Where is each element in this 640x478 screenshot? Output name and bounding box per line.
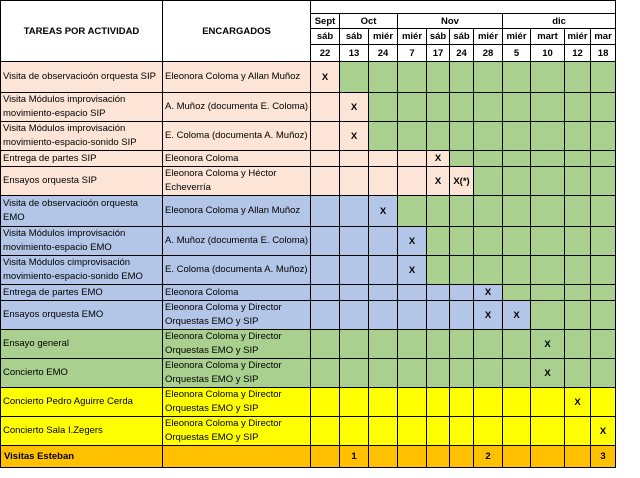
date-number: 28 xyxy=(474,45,503,62)
schedule-mark xyxy=(503,227,531,256)
schedule-mark xyxy=(474,151,503,167)
weekday-label: mart xyxy=(531,29,565,45)
schedule-mark xyxy=(398,196,427,227)
schedule-mark xyxy=(591,359,616,388)
schedule-mark: X xyxy=(591,417,616,446)
responsible-name: A. Muñoz (documenta E. Coloma) xyxy=(163,227,311,256)
visit-number xyxy=(503,446,531,468)
schedule-mark xyxy=(450,62,474,93)
schedule-mark xyxy=(450,227,474,256)
visit-number xyxy=(398,446,427,468)
schedule-mark xyxy=(531,417,565,446)
schedule-mark xyxy=(427,301,450,330)
task-row xyxy=(1,122,640,151)
footer-blank xyxy=(163,446,311,468)
schedule-mark xyxy=(450,388,474,417)
schedule-mark xyxy=(427,285,450,301)
schedule-mark xyxy=(311,417,340,446)
schedule-mark xyxy=(503,256,531,285)
schedule-mark xyxy=(565,93,591,122)
schedule-mark xyxy=(340,301,369,330)
responsible-name: E. Coloma (documenta A. Muñoz) xyxy=(163,122,311,151)
month-label: Nov xyxy=(398,14,503,29)
task-row xyxy=(1,151,640,167)
visit-number xyxy=(311,446,340,468)
schedule-mark xyxy=(369,301,398,330)
schedule-mark xyxy=(311,196,340,227)
schedule-mark xyxy=(311,285,340,301)
responsible-name: Eleonora Coloma y Director Orquestas EMO y SIP xyxy=(163,301,311,330)
schedule-mark xyxy=(398,417,427,446)
schedule-mark xyxy=(450,196,474,227)
schedule-mark xyxy=(340,256,369,285)
schedule-mark xyxy=(531,227,565,256)
schedule-mark xyxy=(565,330,591,359)
task-name: Ensayos orquesta SIP xyxy=(1,167,163,196)
schedule-mark xyxy=(398,359,427,388)
responsible-column-header: ENCARGADOS xyxy=(163,1,311,62)
schedule-mark xyxy=(427,256,450,285)
schedule-mark xyxy=(503,417,531,446)
schedule-mark xyxy=(311,167,340,196)
schedule-mark xyxy=(369,227,398,256)
schedule-mark: X xyxy=(531,330,565,359)
task-row xyxy=(1,285,640,301)
task-row xyxy=(1,417,640,446)
schedule-mark xyxy=(311,122,340,151)
schedule-mark xyxy=(474,196,503,227)
schedule-mark: X xyxy=(398,256,427,285)
schedule-mark xyxy=(531,93,565,122)
schedule-mark xyxy=(591,196,616,227)
schedule-mark xyxy=(398,330,427,359)
responsible-name: Eleonora Coloma xyxy=(163,151,311,167)
schedule-mark xyxy=(369,62,398,93)
schedule-mark xyxy=(340,388,369,417)
schedule-mark xyxy=(369,122,398,151)
schedule-mark xyxy=(474,93,503,122)
task-name: Entrega de partes SIP xyxy=(1,151,163,167)
task-row xyxy=(1,330,640,359)
date-number: 17 xyxy=(427,45,450,62)
schedule-mark xyxy=(503,196,531,227)
schedule-mark xyxy=(340,151,369,167)
schedule-mark xyxy=(369,359,398,388)
task-row xyxy=(1,167,640,196)
schedule-mark xyxy=(503,285,531,301)
schedule-mark xyxy=(369,330,398,359)
schedule-mark xyxy=(450,93,474,122)
task-row xyxy=(1,196,640,227)
task-name: Ensayo general xyxy=(1,330,163,359)
schedule-mark xyxy=(340,417,369,446)
schedule-mark: X xyxy=(503,301,531,330)
schedule-mark xyxy=(450,359,474,388)
task-row xyxy=(1,227,640,256)
schedule-mark xyxy=(450,301,474,330)
schedule-mark xyxy=(591,388,616,417)
visit-number: 3 xyxy=(591,446,616,468)
responsible-name: Eleonora Coloma y Allan Muñoz xyxy=(163,196,311,227)
task-row xyxy=(1,359,640,388)
responsible-name: Eleonora Coloma y Director Orquestas EMO y SIP xyxy=(163,330,311,359)
header-row-top xyxy=(1,1,640,14)
month-label: dic xyxy=(503,14,616,29)
schedule-mark xyxy=(340,285,369,301)
task-name: Concierto Pedro Aguirre Cerda xyxy=(1,388,163,417)
weekday-label: mar xyxy=(591,29,616,45)
schedule-mark xyxy=(311,227,340,256)
schedule-mark xyxy=(398,93,427,122)
schedule-mark xyxy=(340,359,369,388)
schedule-mark xyxy=(398,151,427,167)
schedule-mark xyxy=(450,122,474,151)
date-number: 24 xyxy=(450,45,474,62)
date-number: 18 xyxy=(591,45,616,62)
task-row xyxy=(1,388,640,417)
visit-number: 2 xyxy=(474,446,503,468)
task-name: Visita Módulos improvisación movimiento-espacio EMO xyxy=(1,227,163,256)
date-number: 7 xyxy=(398,45,427,62)
schedule-mark xyxy=(565,417,591,446)
schedule-mark xyxy=(450,256,474,285)
schedule-mark xyxy=(565,256,591,285)
weekday-label: sáb xyxy=(340,29,369,45)
task-name: Visita de observacioón orquesta SIP xyxy=(1,62,163,93)
schedule-mark: X xyxy=(340,122,369,151)
schedule-mark: X xyxy=(531,359,565,388)
visit-number: 1 xyxy=(340,446,369,468)
task-row xyxy=(1,62,640,93)
schedule-mark xyxy=(565,196,591,227)
schedule-mark xyxy=(369,388,398,417)
schedule-mark xyxy=(474,62,503,93)
schedule-mark xyxy=(450,417,474,446)
task-name: Visita de observacioón orquesta EMO xyxy=(1,196,163,227)
schedule-mark xyxy=(503,151,531,167)
schedule-mark: X xyxy=(427,151,450,167)
responsible-name: A. Muñoz (documenta E. Coloma) xyxy=(163,93,311,122)
schedule-mark xyxy=(369,417,398,446)
schedule-mark xyxy=(427,122,450,151)
schedule-mark xyxy=(474,359,503,388)
schedule-mark xyxy=(591,227,616,256)
schedule-mark xyxy=(474,417,503,446)
schedule-mark xyxy=(591,62,616,93)
schedule-mark xyxy=(340,196,369,227)
responsible-name: Eleonora Coloma xyxy=(163,285,311,301)
schedule-mark xyxy=(531,122,565,151)
schedule-mark xyxy=(398,122,427,151)
task-name: Visita Módulos cimprovisación movimiento-espacio-sonido EMO xyxy=(1,256,163,285)
schedule-mark xyxy=(503,167,531,196)
schedule-mark xyxy=(565,359,591,388)
schedule-mark: X xyxy=(398,227,427,256)
weekday-label: miér xyxy=(369,29,398,45)
schedule-mark xyxy=(427,417,450,446)
schedule-mark xyxy=(474,256,503,285)
schedule-mark xyxy=(474,330,503,359)
task-row xyxy=(1,93,640,122)
schedule-mark xyxy=(565,227,591,256)
task-name: Concierto EMO xyxy=(1,359,163,388)
footer-row xyxy=(1,446,640,468)
schedule-mark xyxy=(427,227,450,256)
responsible-name: Eleonora Coloma y Director Orquestas EMO y SIP xyxy=(163,388,311,417)
schedule-mark xyxy=(369,93,398,122)
visits-label: Visitas Esteban xyxy=(1,446,163,468)
schedule-mark xyxy=(311,330,340,359)
schedule-mark xyxy=(474,122,503,151)
date-number: 13 xyxy=(340,45,369,62)
schedule-mark xyxy=(531,388,565,417)
schedule-mark xyxy=(398,167,427,196)
task-row xyxy=(1,301,640,330)
schedule-mark xyxy=(311,93,340,122)
schedule-mark xyxy=(427,62,450,93)
schedule-mark: X xyxy=(369,196,398,227)
visit-number xyxy=(369,446,398,468)
date-number: 5 xyxy=(503,45,531,62)
schedule-mark xyxy=(450,330,474,359)
schedule-mark xyxy=(503,62,531,93)
header-top-blank xyxy=(311,1,616,14)
weekday-label: miér xyxy=(565,29,591,45)
task-name: Concierto Sala I.Zegers xyxy=(1,417,163,446)
date-number: 10 xyxy=(531,45,565,62)
task-column-header: TAREAS POR ACTIVIDAD xyxy=(1,1,163,62)
schedule-mark: X xyxy=(340,93,369,122)
task-row xyxy=(1,256,640,285)
visit-number xyxy=(450,446,474,468)
schedule-mark xyxy=(427,93,450,122)
schedule-mark xyxy=(474,167,503,196)
schedule-mark xyxy=(398,388,427,417)
task-name: Ensayos orquesta EMO xyxy=(1,301,163,330)
schedule-mark: X(*) xyxy=(450,167,474,196)
date-number: 12 xyxy=(565,45,591,62)
schedule-mark xyxy=(369,285,398,301)
responsible-name: E. Coloma (documenta A. Muñoz) xyxy=(163,256,311,285)
responsible-name: Eleonora Coloma y Director Orquestas EMO y SIP xyxy=(163,359,311,388)
schedule-mark xyxy=(427,388,450,417)
schedule-mark: X xyxy=(311,62,340,93)
schedule-mark xyxy=(503,122,531,151)
schedule-mark xyxy=(503,93,531,122)
weekday-label: miér xyxy=(398,29,427,45)
schedule-mark xyxy=(369,256,398,285)
schedule-mark xyxy=(369,151,398,167)
schedule-mark xyxy=(565,151,591,167)
responsible-name: Eleonora Coloma y Héctor Echeverría xyxy=(163,167,311,196)
schedule-mark xyxy=(340,62,369,93)
weekday-label: sáb xyxy=(311,29,340,45)
schedule-mark xyxy=(474,227,503,256)
schedule-mark xyxy=(531,256,565,285)
date-number: 24 xyxy=(369,45,398,62)
schedule-mark: X xyxy=(474,285,503,301)
schedule-mark xyxy=(591,256,616,285)
weekday-label: miér xyxy=(503,29,531,45)
weekday-label: sáb xyxy=(427,29,450,45)
schedule-mark xyxy=(591,93,616,122)
schedule-mark xyxy=(591,122,616,151)
schedule-mark xyxy=(565,62,591,93)
schedule-mark xyxy=(427,359,450,388)
schedule-mark xyxy=(503,388,531,417)
schedule-mark: X xyxy=(565,388,591,417)
visit-number xyxy=(427,446,450,468)
schedule-mark xyxy=(503,359,531,388)
date-number: 22 xyxy=(311,45,340,62)
schedule-mark xyxy=(565,285,591,301)
schedule-mark xyxy=(531,167,565,196)
schedule-mark xyxy=(311,256,340,285)
responsible-name: Eleonora Coloma y Allan Muñoz xyxy=(163,62,311,93)
schedule-mark xyxy=(427,330,450,359)
schedule-mark: X xyxy=(427,167,450,196)
schedule-mark xyxy=(503,330,531,359)
schedule-mark xyxy=(531,301,565,330)
schedule-mark xyxy=(340,330,369,359)
task-name: Visita Módulos improvisación movimiento-espacio-sonido SIP xyxy=(1,122,163,151)
schedule-mark xyxy=(398,285,427,301)
schedule-mark xyxy=(427,196,450,227)
visit-number xyxy=(531,446,565,468)
month-label: Sept xyxy=(311,14,340,29)
schedule-mark xyxy=(591,301,616,330)
schedule-mark xyxy=(531,196,565,227)
schedule-mark: X xyxy=(474,301,503,330)
schedule-mark xyxy=(311,388,340,417)
schedule-mark xyxy=(474,388,503,417)
weekday-label: miér xyxy=(474,29,503,45)
schedule-mark xyxy=(311,359,340,388)
schedule-mark xyxy=(565,301,591,330)
schedule-mark xyxy=(565,122,591,151)
schedule-mark xyxy=(450,285,474,301)
schedule-mark xyxy=(311,151,340,167)
schedule-mark xyxy=(591,151,616,167)
task-name: Visita Módulos improvisación movimiento-espacio SIP xyxy=(1,93,163,122)
responsible-name: Eleonora Coloma y Director Orquestas EMO y SIP xyxy=(163,417,311,446)
schedule-mark xyxy=(369,167,398,196)
schedule-mark xyxy=(398,301,427,330)
weekday-label: sáb xyxy=(450,29,474,45)
schedule-mark xyxy=(398,62,427,93)
schedule-mark xyxy=(591,167,616,196)
schedule-mark xyxy=(531,285,565,301)
schedule-mark xyxy=(565,167,591,196)
schedule-mark xyxy=(340,227,369,256)
month-label: Oct xyxy=(340,14,398,29)
schedule-mark xyxy=(531,62,565,93)
schedule-mark xyxy=(340,167,369,196)
visit-number xyxy=(565,446,591,468)
task-name: Entrega de partes EMO xyxy=(1,285,163,301)
schedule-mark xyxy=(311,301,340,330)
schedule-mark xyxy=(450,151,474,167)
schedule-mark xyxy=(531,151,565,167)
schedule-mark xyxy=(591,285,616,301)
schedule-mark xyxy=(591,330,616,359)
